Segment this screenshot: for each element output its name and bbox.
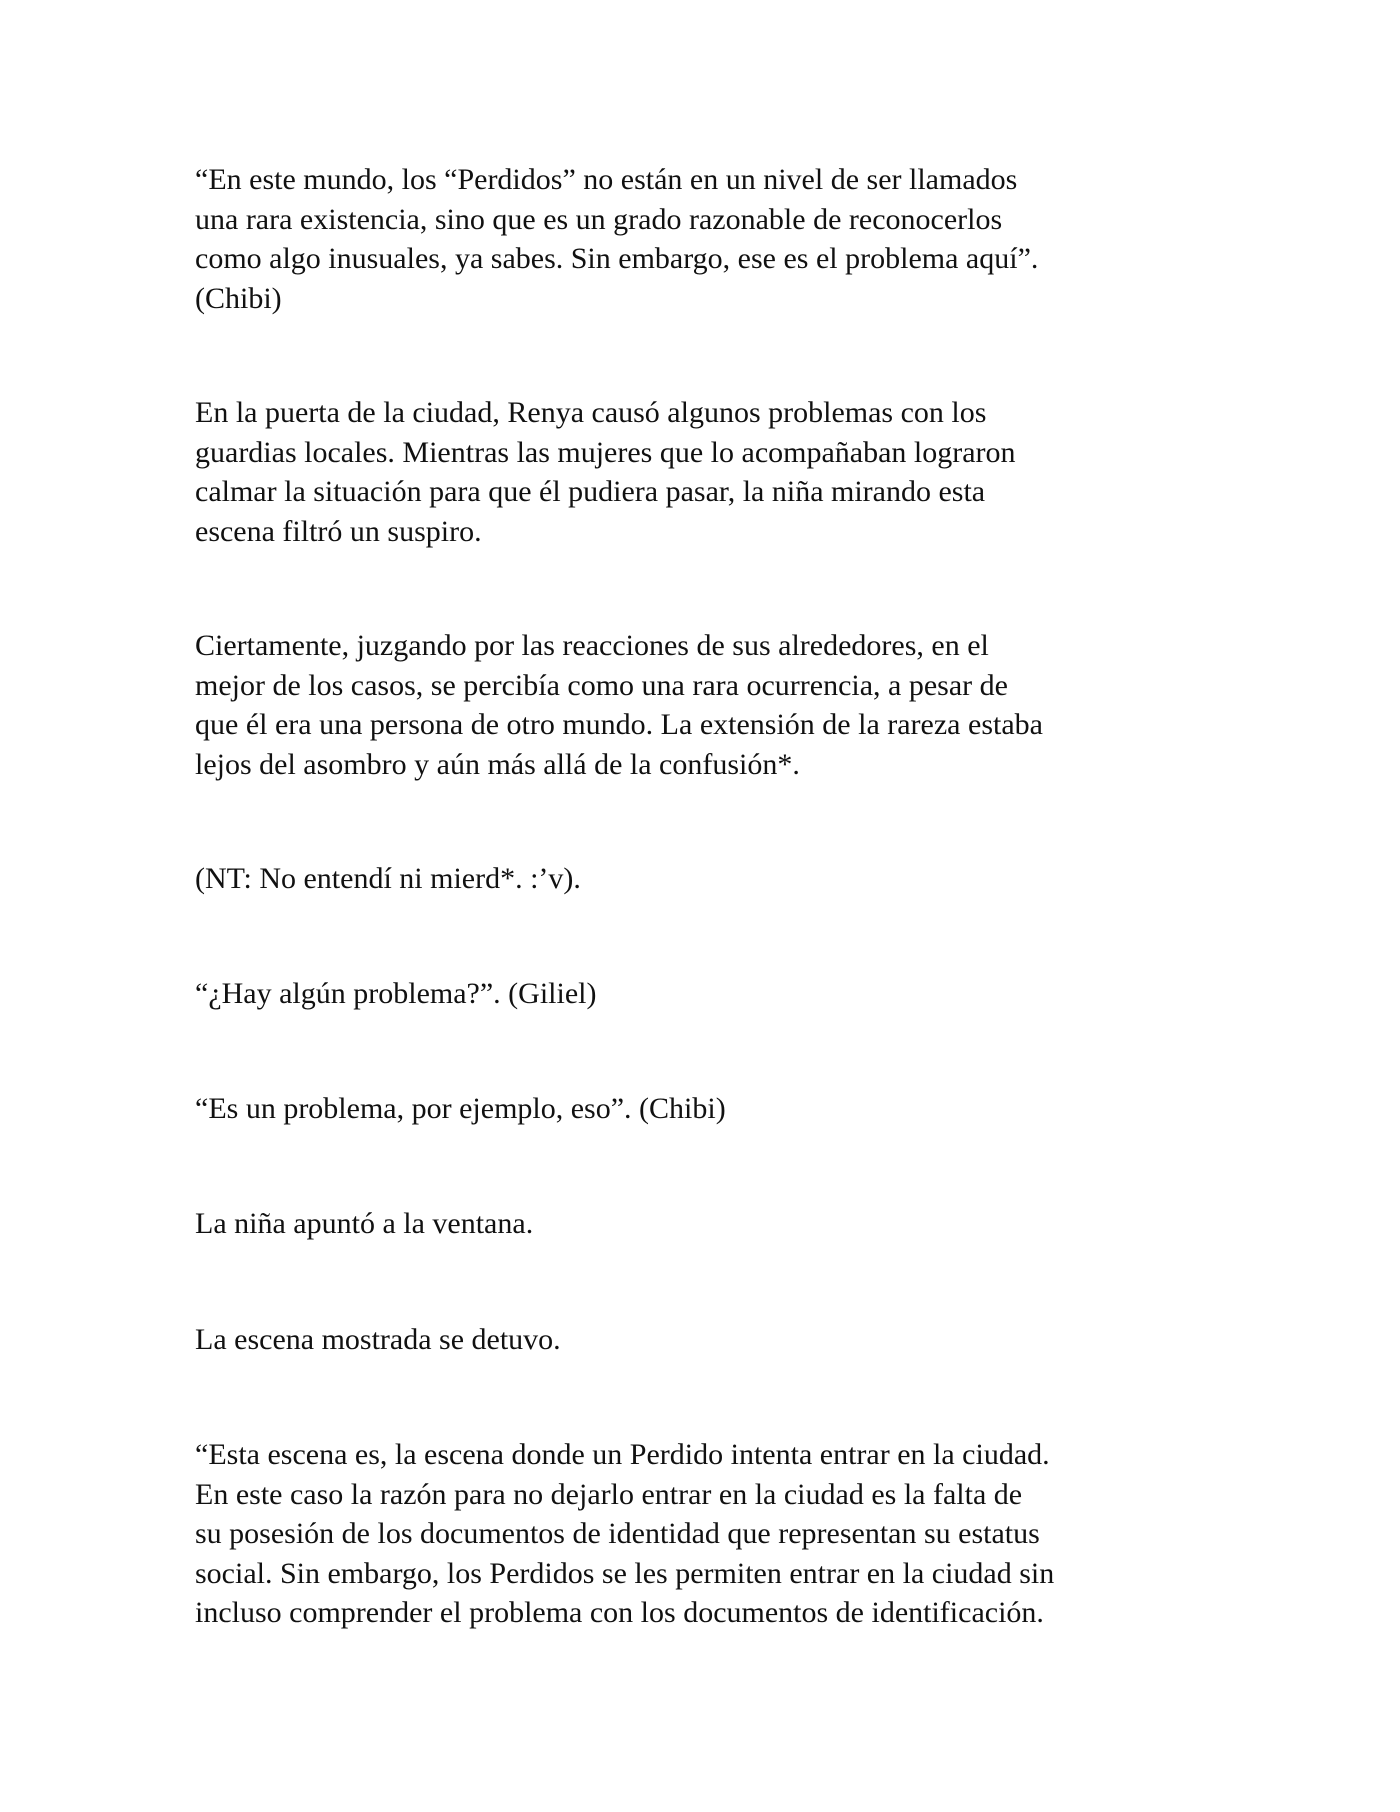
paragraph-identity-documents: “Esta escena es, la escena donde un Perdido intenta entrar en la ciudad. En este caso la razón para no dejarlo entrar en la ciudad es la falta de su posesión de los documentos de identidad que representan su estatus social. Sin embargo, los Perdidos se les permiten entrar en la ciudad sin incluso comprender el problema con los documentos de identificación. [195,1438,1055,1630]
paragraph-reactions: Ciertamente, juzgando por las reacciones de sus alrededores, en el mejor de los casos, se percibía como una rara ocurrencia, a pesar de que él era una persona de otro mundo. La extensión de la rareza estaba lejos del asombro y aún más allá de la confusión*. [195,629,1043,781]
paragraph-chibi-perdidos: “En este mundo, los “Perdidos” no están en un nivel de ser llamados una rara existencia, sino que es un grado razonable de reconocerlos como algo inusuales, ya sabes. Sin embargo, ese es el problema aquí”. (Chibi) [195,163,1039,315]
dialogue-giliel: “¿Hay algún problema?”. (Giliel) [195,977,597,1010]
dialogue-chibi: “Es un problema, por ejemplo, eso”. (Chibi) [195,1092,726,1125]
paragraph-city-gate: En la puerta de la ciudad, Renya causó algunos problemas con los guardias locales. Mientras las mujeres que lo acompañaban lograron calmar la situación para que él pudiera pasar, la niña mirando esta escena filtró un suspiro. [195,396,1016,548]
paragraph-window: La niña apuntó a la ventana. [195,1207,534,1240]
paragraph-scene-stopped: La escena mostrada se detuvo. [195,1323,561,1356]
translator-note: (NT: No entendí ni mierd*. :’v). [195,862,581,895]
